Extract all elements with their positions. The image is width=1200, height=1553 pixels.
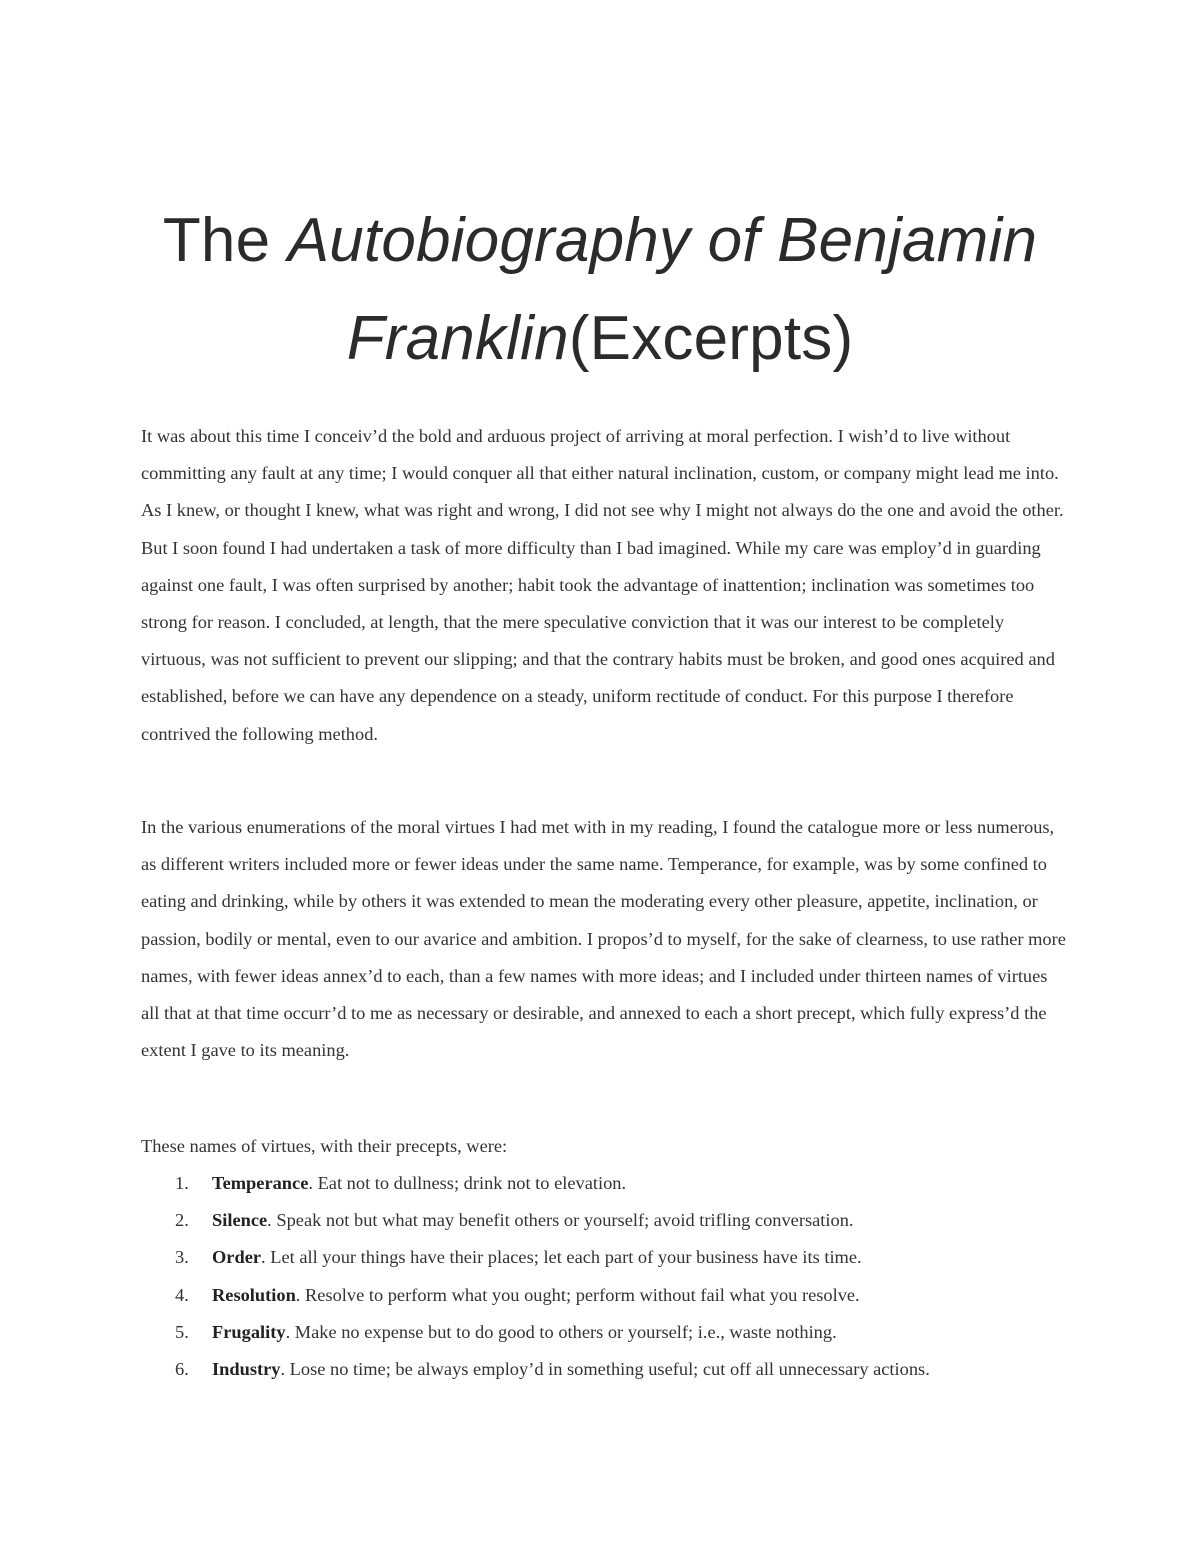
virtue-name: Industry — [212, 1359, 281, 1380]
document-title — [140, 192, 1060, 388]
virtue-precept: . Make no expense but to do good to others or yourself; i.e., waste nothing. — [285, 1321, 837, 1342]
list-item-number: 4. — [175, 1284, 189, 1305]
virtues-list — [141, 1165, 1066, 1388]
virtues-list-intro: These names of virtues, with their precepts, were: — [141, 1136, 508, 1156]
list-item-number: 6. — [175, 1359, 189, 1380]
title-suffix: (Excerpts) — [568, 304, 854, 373]
list-item-number: 5. — [175, 1321, 189, 1342]
virtue-precept: . Lose no time; be always employ’d in something useful; cut off all unnecessary actions. — [280, 1359, 930, 1380]
list-item — [141, 1277, 1066, 1314]
list-item-number: 1. — [175, 1173, 189, 1193]
virtue-precept: . Let all your things have their places; let each part of your business have its time. — [261, 1247, 862, 1268]
list-item — [141, 1314, 1066, 1351]
virtue-name: Resolution — [212, 1284, 296, 1305]
list-item-number: 3. — [175, 1247, 189, 1268]
virtue-name: Frugality — [212, 1321, 286, 1342]
paragraph-moral-perfection: It was about this time I conceiv’d the bold and arduous project of arriving at moral perfection. I wish’d to live without committing any fault at any time; I would conquer all that either natural inclination, custom, or company might lead me into. As I knew, or thought I knew, what was right and wrong, I did not see why I might not always do the one and avoid the other. But I soon found I had undertaken a task of more difficulty than I bad imagined. While my care was employ’d in guarding against one fault, I was often surprised by another; habit took the advantage of inattention; inclination was sometimes too strong for reason. I concluded, at length, that the mere speculative conviction that it was our interest to be completely virtuous, was not sufficient to prevent our slipping; and that the contrary habits must be broken, and good ones acquired and established, before we can have any dependence on a steady, uniform rectitude of conduct. For this purpose I therefore contrived the following method. — [141, 426, 1064, 744]
virtue-precept: . Resolve to perform what you ought; perform without fail what you resolve. — [295, 1284, 860, 1305]
virtue-name: Silence — [212, 1210, 268, 1231]
title-prefix: The — [162, 206, 288, 275]
list-item — [141, 1165, 1066, 1202]
virtue-name: Temperance — [212, 1173, 309, 1193]
list-item — [141, 1351, 1066, 1388]
list-item — [141, 1202, 1066, 1239]
list-item-number: 2. — [175, 1210, 189, 1231]
list-item — [141, 1239, 1066, 1276]
virtue-precept: . Speak not but what may benefit others or yourself; avoid trifling conversation. — [267, 1210, 854, 1231]
virtue-precept: . Eat not to dullness; drink not to elevation. — [308, 1173, 627, 1193]
virtue-name: Order — [212, 1247, 262, 1268]
paragraph-enumerations: In the various enumerations of the moral virtues I had met with in my reading, I found the catalogue more or less numerous, as different writers included more or fewer ideas under the same name. Temperance, for example, was by some confined to eating and drinking, while by others it was extended to mean the moderating every other pleasure, appetite, inclination, or passion, bodily or mental, even to our avarice and ambition. I propos’d to myself, for the sake of clearness, to use rather more names, with fewer ideas annex’d to each, than a few names with more ideas; and I included under thirteen names of virtues all that at that time occurr’d to me as necessary or desirable, and annexed to each a short precept, which fully express’d the extent I gave to its meaning. — [141, 817, 1066, 1061]
title-book-name: Autobiography of Benjamin Franklin — [287, 206, 1038, 373]
